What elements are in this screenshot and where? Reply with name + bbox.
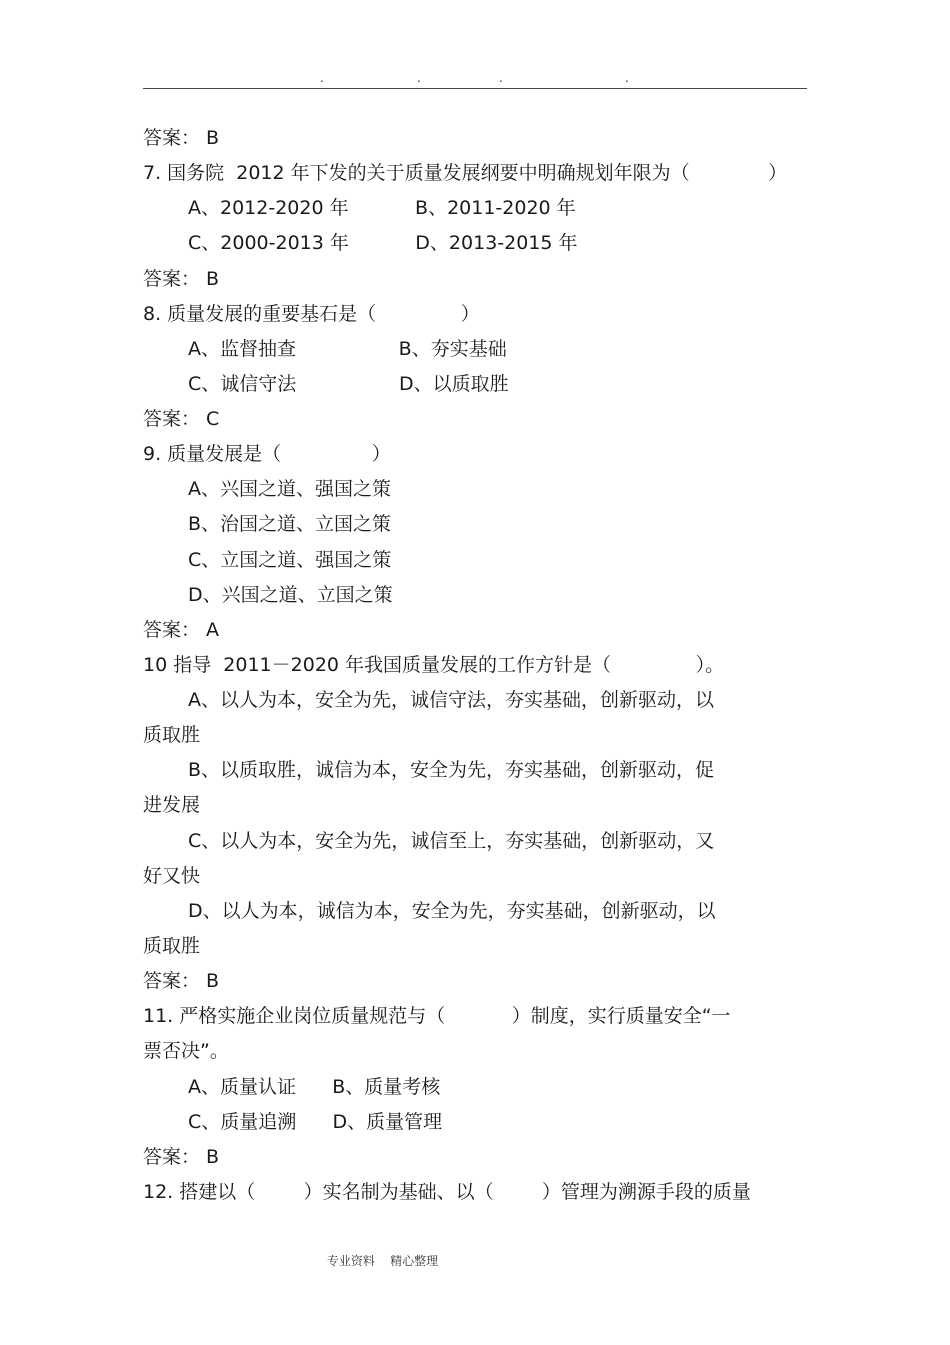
question-10-option-c-cont: 好又快	[143, 865, 201, 887]
question-9-option-b: B、治国之道、立国之策	[188, 513, 392, 535]
header-dot: .	[417, 71, 421, 85]
header-dot: .	[499, 71, 503, 85]
question-11-options-ab: A、质量认证 B、质量考核	[188, 1076, 441, 1098]
question-8-options-ab: A、监督抽查 B、夯实基础	[188, 338, 507, 360]
answer-line: 答案： B	[143, 970, 220, 992]
question-11-options-cd: C、质量追溯 D、质量管理	[188, 1111, 443, 1133]
header-dot: .	[625, 71, 629, 85]
question-11: 11. 严格实施企业岗位质量规范与（ ）制度，实行质量安全“一	[143, 1005, 731, 1027]
header-dots	[0, 72, 950, 86]
question-10-option-d-cont: 质取胜	[143, 935, 201, 957]
question-9-option-d: D、兴国之道、立国之策	[188, 584, 393, 606]
header-rule	[143, 88, 807, 89]
question-8-options-cd: C、诚信守法 D、以质取胜	[188, 373, 509, 395]
header-dot: .	[320, 71, 324, 85]
question-10-option-b-cont: 进发展	[143, 794, 201, 816]
question-9-option-a: A、兴国之道、强国之策	[188, 478, 391, 500]
question-10-option-a-cont: 质取胜	[143, 724, 201, 746]
answer-line: 答案： B	[143, 268, 220, 290]
page-footer: 专业资料 精心整理	[326, 1254, 439, 1268]
question-12: 12. 搭建以（ ）实名制为基础、以（ ）管理为溯源手段的质量	[143, 1181, 751, 1203]
answer-line: 答案： A	[143, 619, 220, 641]
answer-line: 答案： C	[143, 408, 220, 430]
question-8: 8. 质量发展的重要基石是（ ）	[143, 303, 480, 325]
question-7-options-ab: A、2012-2020 年 B、2011-2020 年	[188, 197, 576, 219]
question-9: 9. 质量发展是（ ）	[143, 443, 391, 465]
question-7-options-cd: C、2000-2013 年 D、2013-2015 年	[188, 232, 578, 254]
answer-line: 答案： B	[143, 127, 220, 149]
question-10-option-b: B、以质取胜，诚信为本，安全为先，夯实基础，创新驱动，促	[188, 759, 715, 781]
question-7: 7. 国务院 2012 年下发的关于质量发展纲要中明确规划年限为（ ）	[143, 162, 788, 184]
question-10: 10 指导 2011－2020 年我国质量发展的工作方针是（ ）。	[143, 654, 725, 676]
question-9-option-c: C、立国之道、强国之策	[188, 549, 392, 571]
question-10-option-a: A、以人为本，安全为先，诚信守法，夯实基础，创新驱动，以	[188, 689, 714, 711]
question-10-option-d: D、以人为本，诚信为本，安全为先，夯实基础，创新驱动，以	[188, 900, 716, 922]
answer-line: 答案： B	[143, 1146, 220, 1168]
question-10-option-c: C、以人为本，安全为先，诚信至上，夯实基础，创新驱动，又	[188, 830, 715, 852]
question-11-cont: 票否决”。	[143, 1040, 229, 1062]
